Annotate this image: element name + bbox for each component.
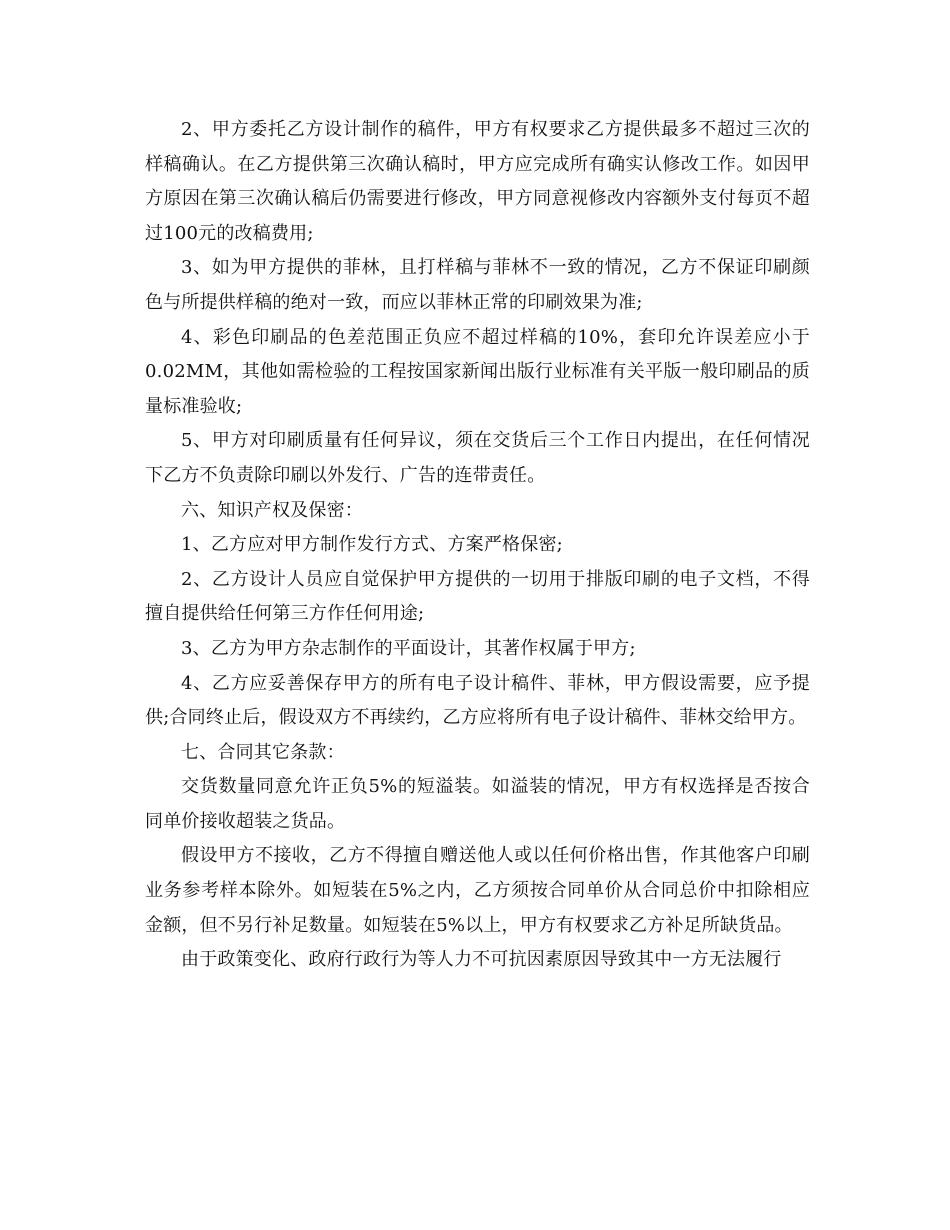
other-terms-paragraph-3: 由于政策变化、政府行政行为等人力不可抗因素原因导致其中一方无法履行	[181, 949, 782, 971]
clause-4-color-tolerance: 4、彩色印刷品的色差范围正负应不超过样稿的10%，套印允许误差应小于0.02MM，其他如需检验的工程按国家新闻出版行业标准有关平版一般印刷品的质量标准验收;	[145, 326, 810, 417]
section-heading-ip-confidentiality: 六、知识产权及保密：	[181, 499, 363, 521]
clause-2-proof-confirmation: 2、甲方委托乙方设计制作的稿件，甲方有权要求乙方提供最多不超过三次的样稿确认。在乙方提供第三次确认稿时，甲方应完成所有确实认修改工作。如因甲方原因在第三次确认稿后仍需要进行修改，甲方同意视修改内容额外支付每页不超过100元的改稿费用;	[145, 119, 810, 244]
ip-clause-4: 4、乙方应妥善保存甲方的所有电子设计稿件、菲林，甲方假设需要，应予提供;合同终止后，假设双方不再续约，乙方应将所有电子设计稿件、菲林交给甲方。	[145, 672, 810, 729]
section-heading-other-terms: 七、合同其它条款：	[181, 741, 345, 763]
other-terms-paragraph-1: 交货数量同意允许正负5%的短溢装。如溢装的情况，甲方有权选择是否按合同单价接收超装之货品。	[145, 776, 810, 832]
document-body	[145, 113, 810, 978]
clause-3-film-proof: 3、如为甲方提供的菲林，且打样稿与菲林不一致的情况，乙方不保证印刷颜色与所提供样稿的绝对一致，而应以菲林正常的印刷效果为准;	[145, 257, 810, 313]
clause-5-quality-objection: 5、甲方对印刷质量有任何异议，须在交货后三个工作日内提出，在任何情况下乙方不负责除印刷以外发行、广告的连带责任。	[145, 430, 810, 486]
ip-clause-2: 2、乙方设计人员应自觉保护甲方提供的一切用于排版印刷的电子文档，不得擅自提供给任何第三方作任何用途;	[145, 568, 810, 625]
other-terms-paragraph-2: 假设甲方不接收，乙方不得擅自赠送他人或以任何价格出售，作其他客户印刷业务参考样本除外。如短装在5%之内，乙方须按合同单价从合同总价中扣除相应金额，但不另行补足数量。如短装在5%以上，甲方有权要求乙方补足所缺货品。	[145, 845, 810, 936]
ip-clause-1: 1、乙方应对甲方制作发行方式、方案严格保密;	[181, 534, 563, 556]
ip-clause-3: 3、乙方为甲方杂志制作的平面设计，其著作权属于甲方;	[181, 637, 636, 659]
